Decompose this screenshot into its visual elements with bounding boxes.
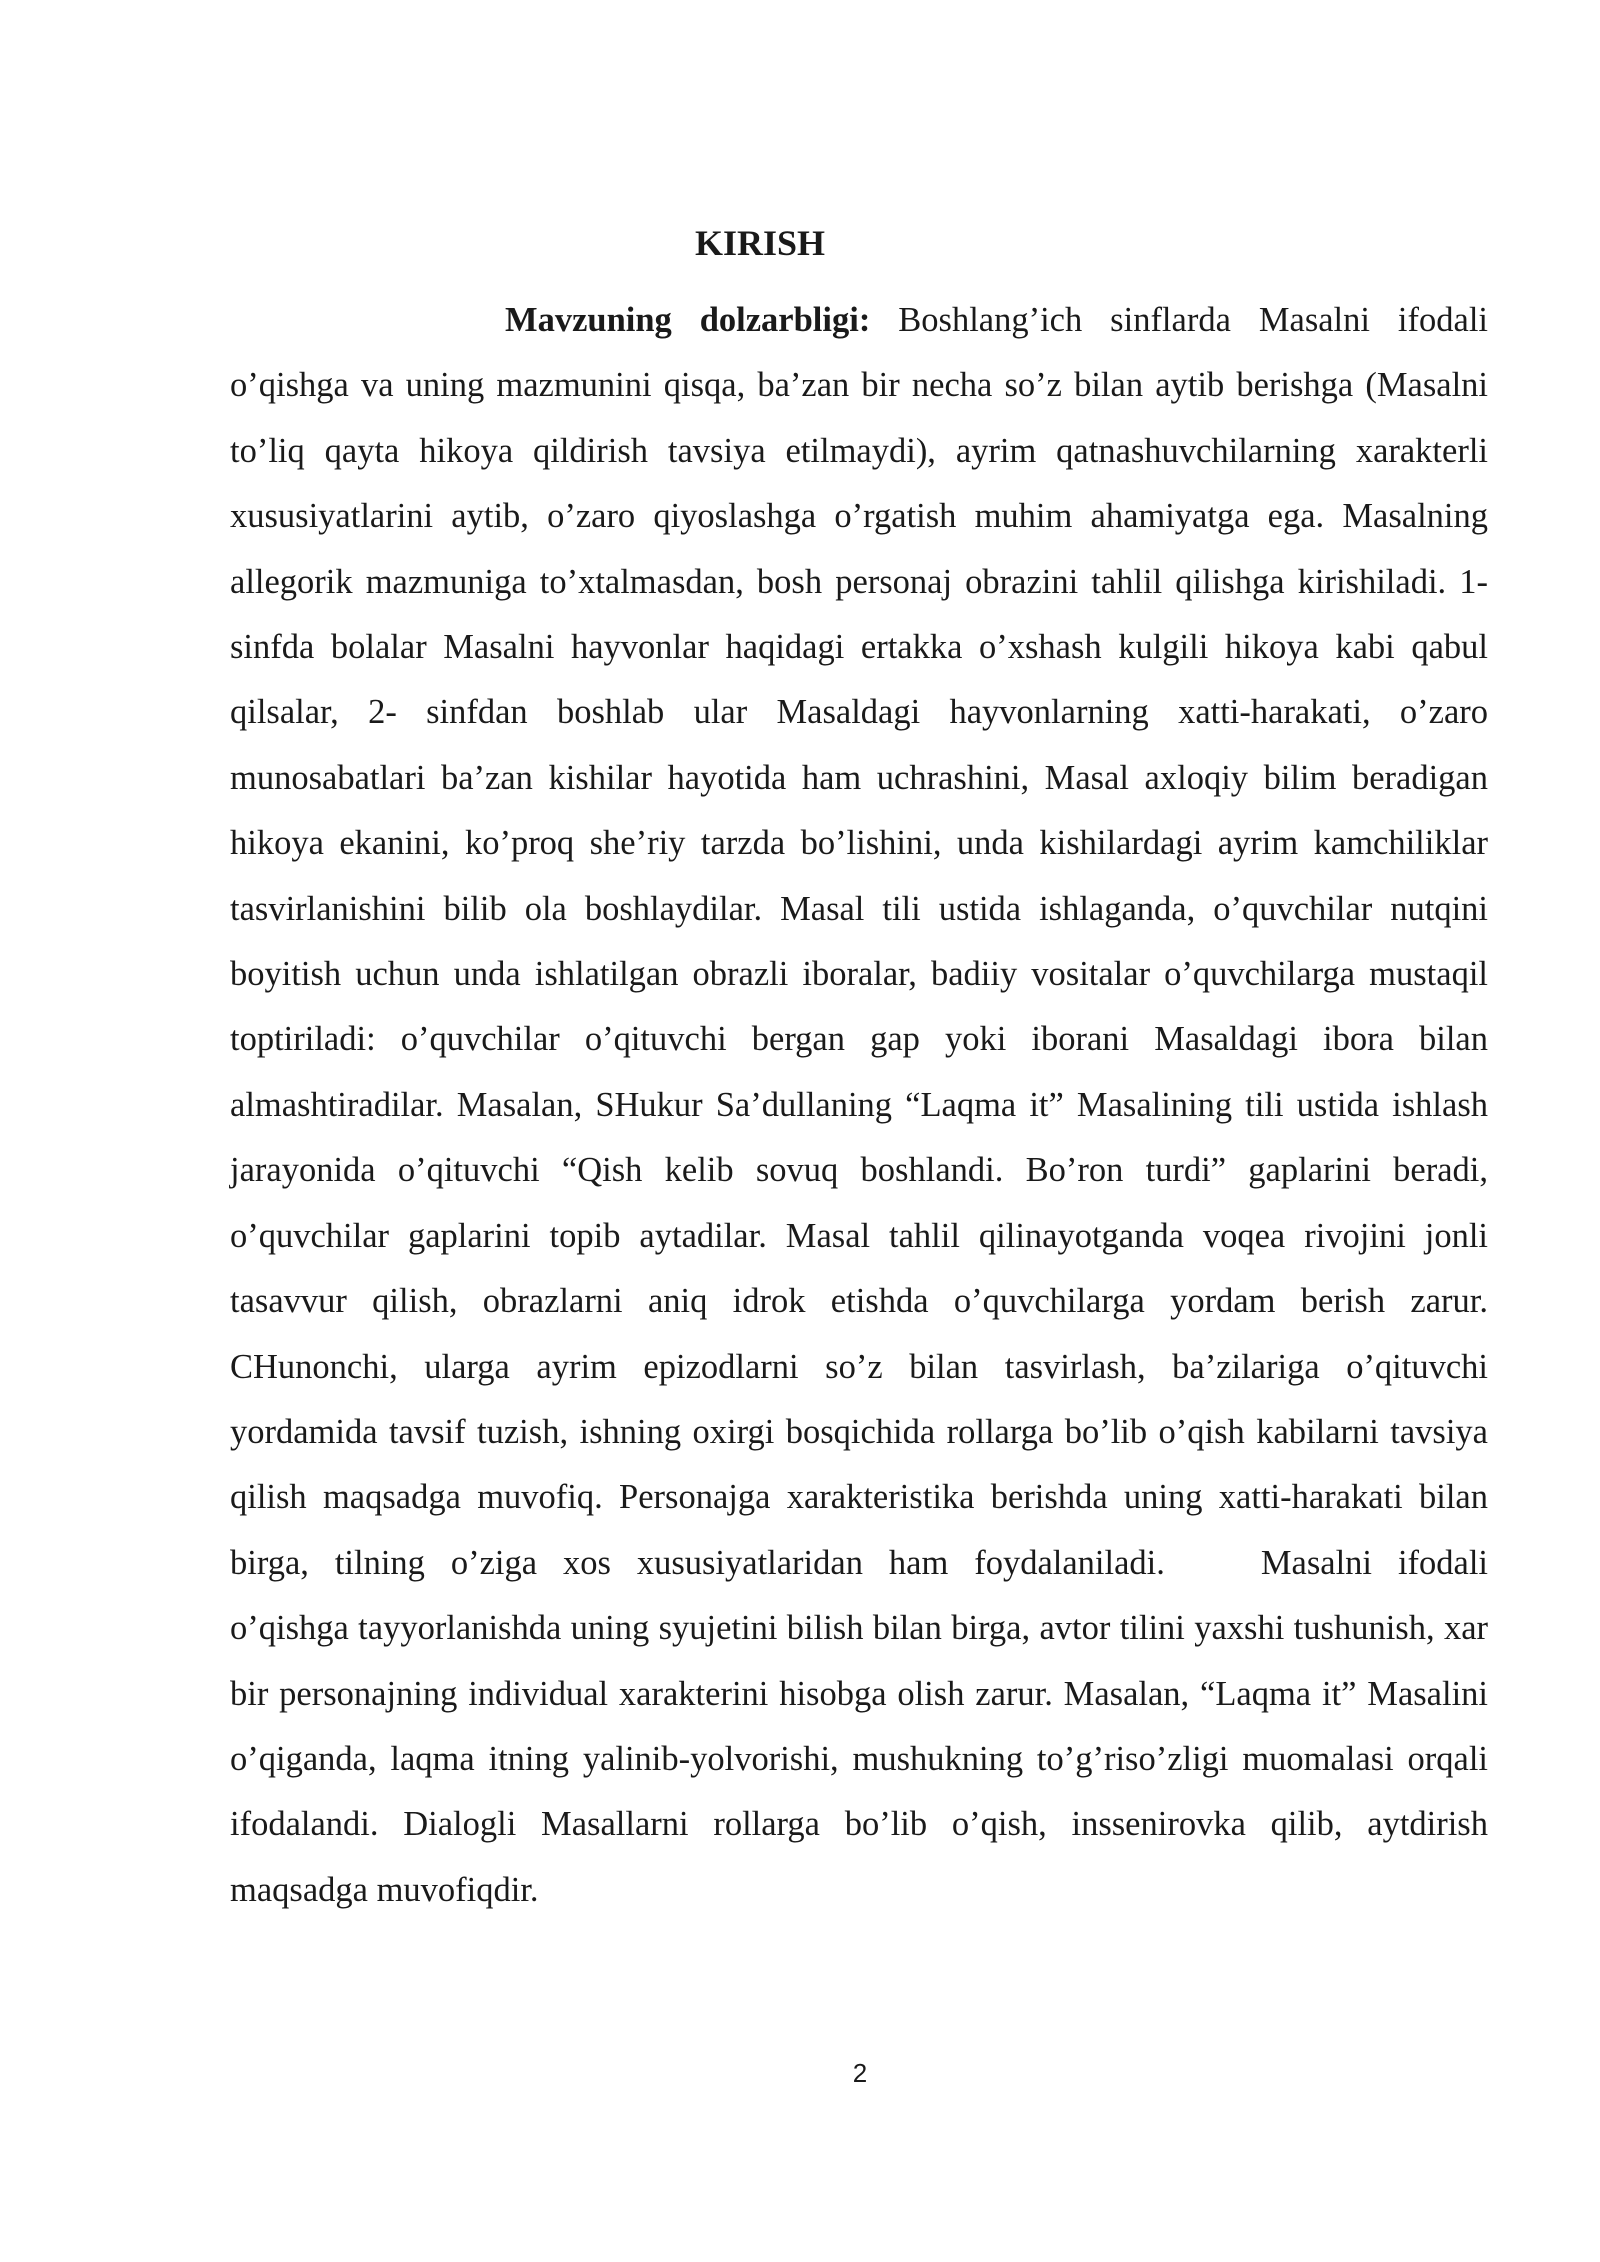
topic-relevance-label: Mavzuning dolzarbligi: [505, 301, 871, 339]
body-paragraph [230, 288, 1488, 1923]
paragraph-text-part1: Boshlang’ich sinflarda Masalni ifodali o’qishga va uning mazmunini qisqa, ba’zan bir necha so’z bilan aytib berishga (Masalni to’liq qayta hikoya qildirish tavsiya etilmaydi), ayrim qatnashuvchilarning xarakterli xususiyatlarini aytib, o’zaro qiyoslashga o’rgatish muhim ahamiyatga ega. Masalning allegorik mazmuniga to’xtalmasdan, bosh personaj obrazini tahlil qilishga kirishiladi. 1- sinfda bolalar Masalni hayvonlar haqidagi ertakka o’xshash kulgili hikoya kabi qabul qilsalar, 2- sinfdan boshlab ular Masaldagi hayvonlarning xatti-harakati, o’zaro munosabatlari ba’zan kishilar hayotida ham uchrashini, Masal axloqiy bilim beradigan hikoya ekanini, ko’proq she’riy tarzda bo’lishini, unda kishilardagi ayrim kamchiliklar tasvirlanishini bilib ola boshlaydilar. Masal tili ustida ishlaganda, o’quvchilar nutqini boyitish uchun unda ishlatilgan obrazli iboralar, badiiy vositalar o’quvchilarga mustaqil toptiriladi: o’quvchilar o’qituvchi bergan gap yoki iborani Masaldagi ibora bilan almashtiradilar. Masalan, SHukur Sa’dullaning “Laqma it” Masalining tili ustida ishlash jarayonida o’qituvchi “Qish kelib sovuq boshlandi. Bo’ron turdi” gaplarini beradi, o’quvchilar gaplarini topib aytadilar. Masal tahlil qilinayotganda voqea rivojini jonli tasavvur qilish, obrazlarni aniq idrok etishda o’quvchilarga yordam berish zarur. CHunonchi, ularga ayrim epizodlarni so’z bilan tasvirlash, ba’zilariga o’qituvchi yordamida tavsif tuzish, ishning oxirgi bosqichida rollarga bo’lib o’qish kabilarni tavsiya qilish maqsadga muvofiq. Personajga xarakteristika berishda uning xatti-harakati bilan birga, tilning o’ziga xos xususiyatlaridan ham foydalaniladi. [230, 301, 1488, 1582]
paragraph-text-part2: Masalni ifodali o’qishga tayyorlanishda uning syujetini bilish bilan birga, avtor tilini yaxshi tushunish, xar bir personajning individual xarakterini hisobga olish zarur. Masalan, “Laqma it” Masalini o’qiganda, laqma itning yalinib-yolvorishi, mushukning to’g’riso’zligi muomalasi orqali ifodalandi. Dialogli Masallarni rollarga bo’lib o’qish, inssenirovka qilib, aytdirish maqsadga muvofiqdir. [230, 1543, 1488, 1909]
page-number: 2 [852, 2058, 868, 2088]
page-title: KIRISH [694, 223, 826, 263]
